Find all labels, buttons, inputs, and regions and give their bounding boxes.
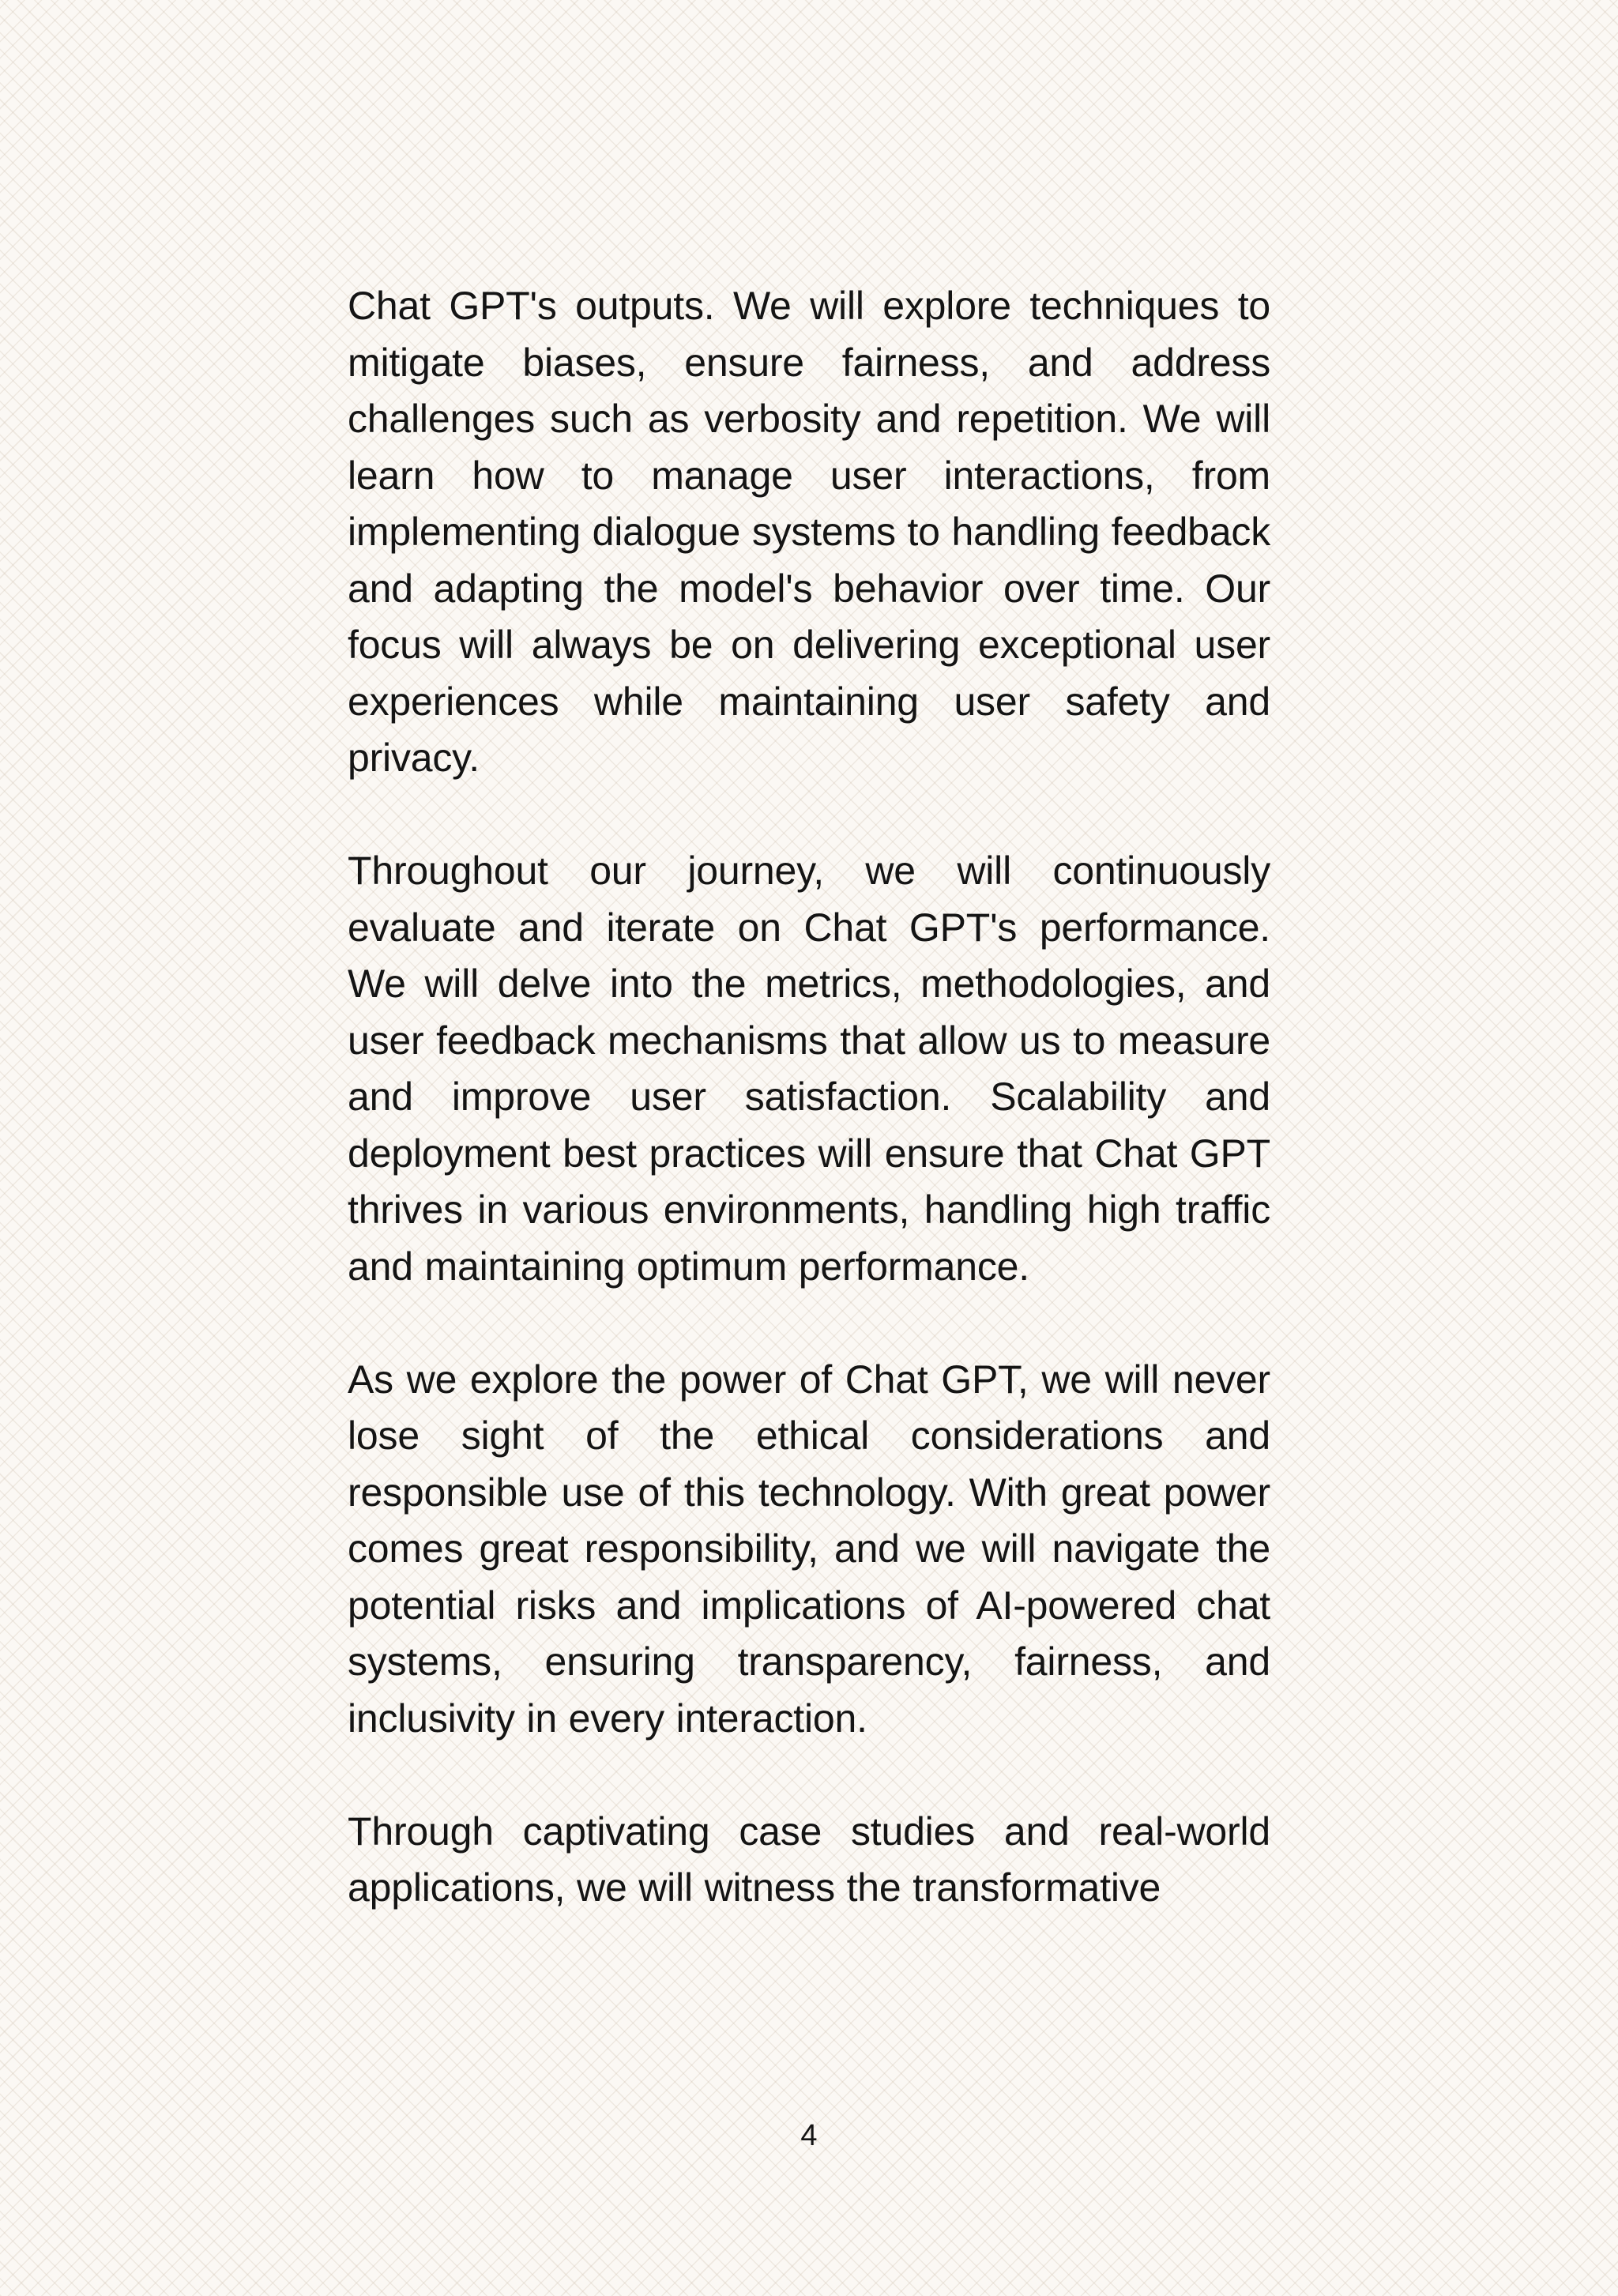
paragraph: Throughout our journey, we will continuously evaluate and iterate on Chat GPT's performance. We will delve into the metrics, methodologies, and user feedback mechanisms that allow us to measure and improve user satisfaction. Scalability and deployment best practices will ensure that Chat GPT thrives in various environments, handling high traffic and maintaining optimum performance.	[348, 849, 1270, 1289]
paragraph: As we explore the power of Chat GPT, we will never lose sight of the ethical considerations and responsible use of this technology. With great power comes great responsibility, and we will navigate the potential risks and implications of AI-powered chat systems, ensuring transparency, fairness, and inclusivity in every interaction.	[348, 1357, 1270, 1741]
paragraph: Through captivating case studies and real-world applications, we will witness the transformative	[348, 1809, 1270, 1910]
paragraph: Chat GPT's outputs. We will explore techniques to mitigate biases, ensure fairness, and address challenges such as verbosity and repetition. We will learn how to manage user interactions, from implementing dialogue systems to handling feedback and adapting the model's behavior over time. Our focus will always be on delivering exceptional user experiences while maintaining user safety and privacy.	[348, 284, 1270, 780]
body-text	[348, 278, 1270, 1917]
page-number: 4	[800, 2119, 818, 2152]
